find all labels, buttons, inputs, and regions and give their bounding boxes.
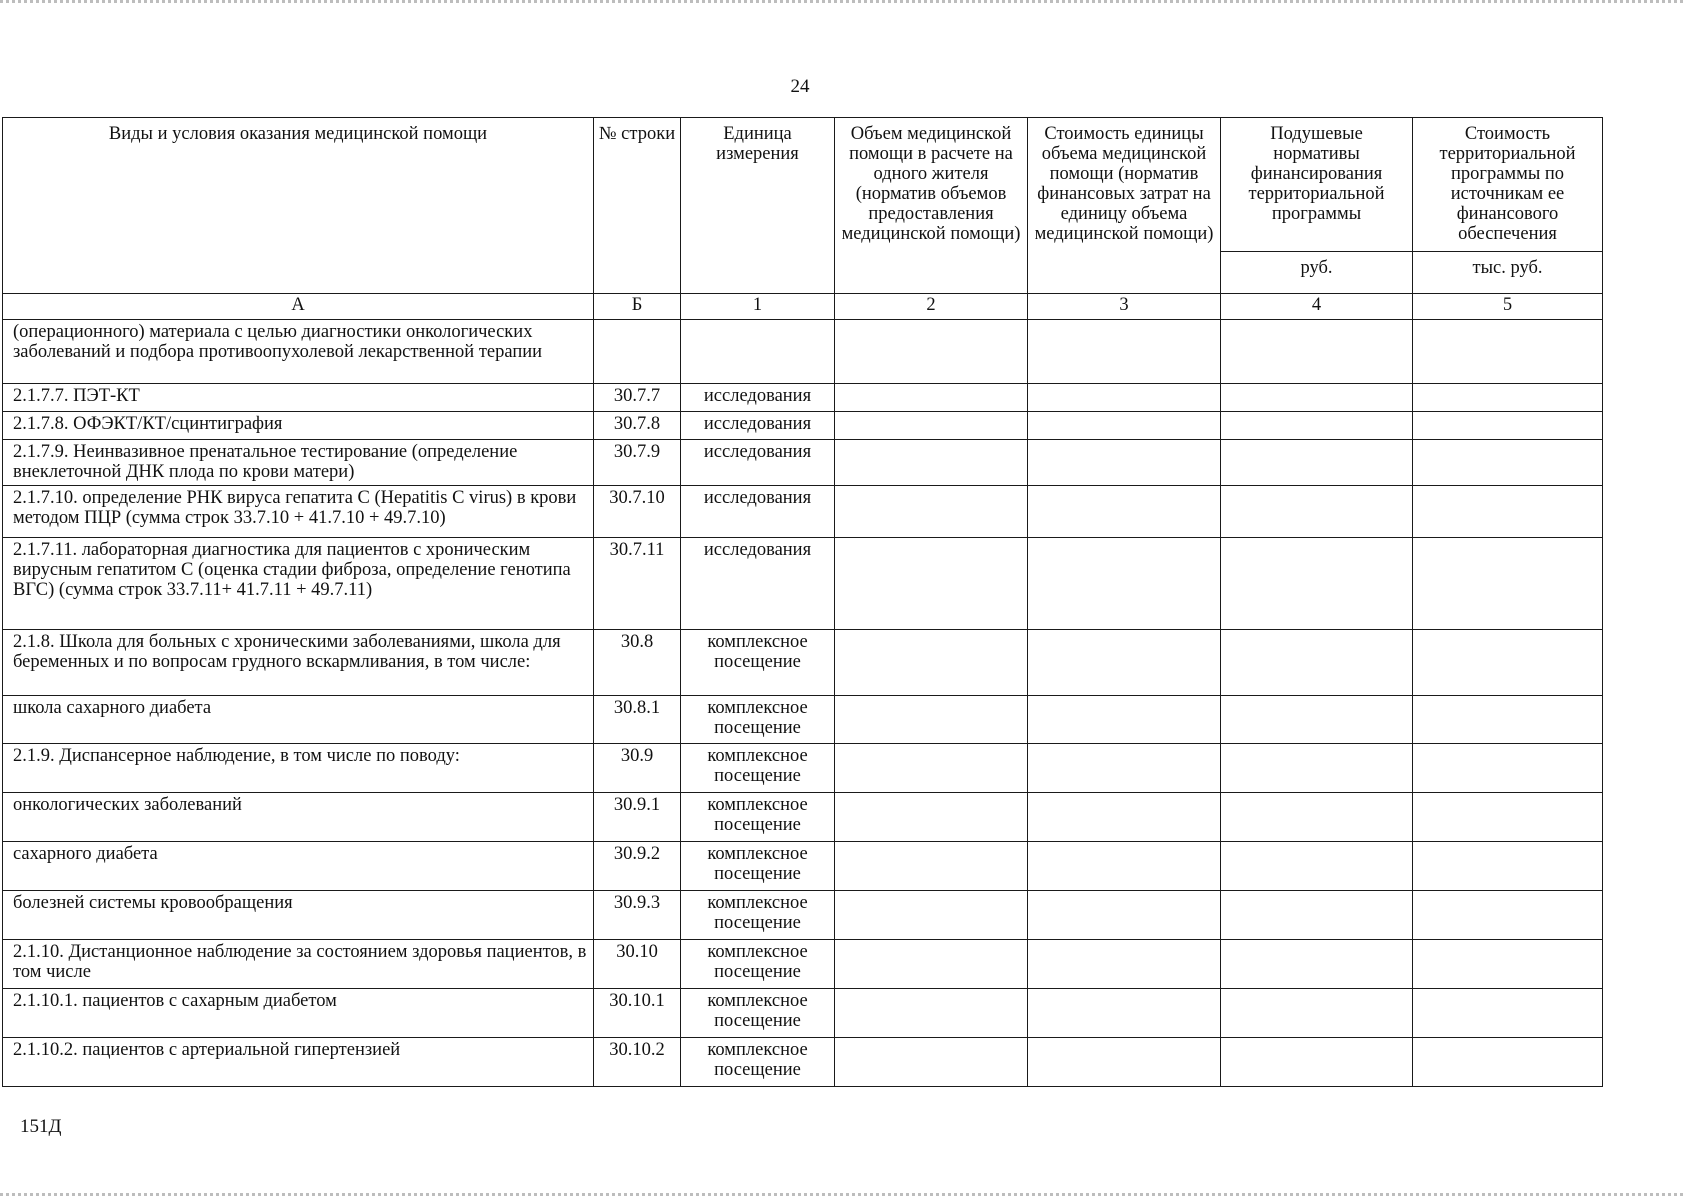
- row-unit: [681, 320, 835, 384]
- per-capita-cell: [1221, 989, 1413, 1038]
- row-unit: исследования: [681, 486, 835, 538]
- per-capita-cell: [1221, 940, 1413, 989]
- column-index-3: 3: [1028, 294, 1221, 320]
- row-name: 2.1.10.2. пациентов с артериальной гипертензией: [3, 1038, 594, 1087]
- volume-cell: [835, 793, 1028, 842]
- header-per-capita-norms: Подушевые нормативы финансирования территориальной программы: [1221, 118, 1413, 252]
- volume-cell: [835, 696, 1028, 744]
- table-row: [3, 1038, 1603, 1087]
- row-name: онкологических заболеваний: [3, 793, 594, 842]
- table-row: [3, 940, 1603, 989]
- cost-cell: [1028, 793, 1221, 842]
- program-cost-cell: [1413, 696, 1603, 744]
- cost-cell: [1028, 384, 1221, 412]
- cost-cell: [1028, 989, 1221, 1038]
- row-name: болезней системы кровообращения: [3, 891, 594, 940]
- row-number: 30.10.2: [594, 1038, 681, 1087]
- medical-care-table: [2, 117, 1603, 1087]
- program-cost-cell: [1413, 940, 1603, 989]
- footer-code: 151Д: [20, 1116, 62, 1137]
- cost-cell: [1028, 440, 1221, 486]
- table-row: [3, 793, 1603, 842]
- program-cost-cell: [1413, 538, 1603, 630]
- column-index-1: 1: [681, 294, 835, 320]
- per-capita-cell: [1221, 538, 1413, 630]
- volume-cell: [835, 630, 1028, 696]
- per-capita-cell: [1221, 696, 1413, 744]
- volume-cell: [835, 744, 1028, 793]
- table-row: [3, 842, 1603, 891]
- row-unit: комплексное посещение: [681, 891, 835, 940]
- table-row: [3, 744, 1603, 793]
- row-number: 30.10.1: [594, 989, 681, 1038]
- volume-cell: [835, 320, 1028, 384]
- scan-edge-bottom: [0, 1193, 1686, 1196]
- table-row: [3, 989, 1603, 1038]
- header-volume-per-resident: Объем медицинской помощи в расчете на одного жителя (норматив объемов предоставления медицинской помощи): [835, 118, 1028, 294]
- cost-cell: [1028, 940, 1221, 989]
- page-number: 24: [790, 76, 810, 97]
- row-name: школа сахарного диабета: [3, 696, 594, 744]
- table-row: [3, 440, 1603, 486]
- header-row: [3, 118, 1603, 252]
- row-number: 30.7.7: [594, 384, 681, 412]
- volume-cell: [835, 989, 1028, 1038]
- volume-cell: [835, 440, 1028, 486]
- row-number: 30.8.1: [594, 696, 681, 744]
- row-name: 2.1.7.10. определение РНК вируса гепатита C (Hepatitis C virus) в крови методом ПЦР (сумма строк 33.7.10 + 41.7.10 + 49.7.10): [3, 486, 594, 538]
- program-cost-cell: [1413, 793, 1603, 842]
- cost-cell: [1028, 1038, 1221, 1087]
- header-row-number: № строки: [594, 118, 681, 294]
- cost-cell: [1028, 412, 1221, 440]
- per-capita-cell: [1221, 412, 1413, 440]
- header-unit: Единица измерения: [681, 118, 835, 294]
- program-cost-cell: [1413, 412, 1603, 440]
- cost-cell: [1028, 630, 1221, 696]
- row-unit: комплексное посещение: [681, 940, 835, 989]
- column-index-4: 4: [1221, 294, 1413, 320]
- row-number: 30.10: [594, 940, 681, 989]
- table-row: [3, 412, 1603, 440]
- row-name: 2.1.7.7. ПЭТ-КТ: [3, 384, 594, 412]
- header-unit-thous-rub: тыс. руб.: [1413, 252, 1603, 294]
- header-unit-rub: руб.: [1221, 252, 1413, 294]
- row-unit: комплексное посещение: [681, 744, 835, 793]
- row-unit: исследования: [681, 412, 835, 440]
- scan-edge-top: [0, 0, 1686, 3]
- program-cost-cell: [1413, 842, 1603, 891]
- table-row: [3, 538, 1603, 630]
- row-unit: комплексное посещение: [681, 630, 835, 696]
- per-capita-cell: [1221, 486, 1413, 538]
- row-unit: комплексное посещение: [681, 989, 835, 1038]
- cost-cell: [1028, 696, 1221, 744]
- per-capita-cell: [1221, 891, 1413, 940]
- cost-cell: [1028, 320, 1221, 384]
- row-unit: комплексное посещение: [681, 793, 835, 842]
- table-row: [3, 320, 1603, 384]
- per-capita-cell: [1221, 1038, 1413, 1087]
- row-name: 2.1.8. Школа для больных с хроническими заболеваниями, школа для беременных и по вопросам грудного вскармливания, в том числе:: [3, 630, 594, 696]
- column-index-a: А: [3, 294, 594, 320]
- row-number: 30.7.8: [594, 412, 681, 440]
- volume-cell: [835, 940, 1028, 989]
- row-number: 30.7.10: [594, 486, 681, 538]
- volume-cell: [835, 486, 1028, 538]
- per-capita-cell: [1221, 440, 1413, 486]
- volume-cell: [835, 891, 1028, 940]
- program-cost-cell: [1413, 989, 1603, 1038]
- volume-cell: [835, 1038, 1028, 1087]
- volume-cell: [835, 538, 1028, 630]
- cost-cell: [1028, 891, 1221, 940]
- table-row: [3, 486, 1603, 538]
- row-unit: комплексное посещение: [681, 696, 835, 744]
- cost-cell: [1028, 744, 1221, 793]
- row-name: 2.1.7.9. Неинвазивное пренатальное тестирование (определение внеклеточной ДНК плода по крови матери): [3, 440, 594, 486]
- volume-cell: [835, 842, 1028, 891]
- row-name: 2.1.10.1. пациентов с сахарным диабетом: [3, 989, 594, 1038]
- table-row: [3, 891, 1603, 940]
- row-number: 30.8: [594, 630, 681, 696]
- column-index-row: [3, 294, 1603, 320]
- header-care-types: Виды и условия оказания медицинской помощи: [3, 118, 594, 294]
- row-unit: исследования: [681, 384, 835, 412]
- header-program-cost: Стоимость территориальной программы по источникам ее финансового обеспечения: [1413, 118, 1603, 252]
- per-capita-cell: [1221, 384, 1413, 412]
- row-number: 30.9.2: [594, 842, 681, 891]
- column-index-2: 2: [835, 294, 1028, 320]
- cost-cell: [1028, 538, 1221, 630]
- program-cost-cell: [1413, 1038, 1603, 1087]
- cost-cell: [1028, 842, 1221, 891]
- per-capita-cell: [1221, 320, 1413, 384]
- program-cost-cell: [1413, 630, 1603, 696]
- row-name: 2.1.7.8. ОФЭКТ/КТ/сцинтиграфия: [3, 412, 594, 440]
- per-capita-cell: [1221, 630, 1413, 696]
- row-number: 30.9.1: [594, 793, 681, 842]
- row-unit: исследования: [681, 440, 835, 486]
- row-number: 30.7.9: [594, 440, 681, 486]
- column-index-b: Б: [594, 294, 681, 320]
- row-name: 2.1.7.11. лабораторная диагностика для пациентов с хроническим вирусным гепатитом C (оценка стадии фиброза, определение генотипа ВГС) (сумма строк 33.7.11+ 41.7.11 + 49.7.11): [3, 538, 594, 630]
- row-number: [594, 320, 681, 384]
- row-name: 2.1.9. Диспансерное наблюдение, в том числе по поводу:: [3, 744, 594, 793]
- row-name: (операционного) материала с целью диагностики онкологических заболеваний и подбора противоопухолевой лекарственной терапии: [3, 320, 594, 384]
- program-cost-cell: [1413, 440, 1603, 486]
- program-cost-cell: [1413, 320, 1603, 384]
- row-unit: комплексное посещение: [681, 842, 835, 891]
- row-unit: комплексное посещение: [681, 1038, 835, 1087]
- program-cost-cell: [1413, 744, 1603, 793]
- per-capita-cell: [1221, 793, 1413, 842]
- program-cost-cell: [1413, 486, 1603, 538]
- row-name: 2.1.10. Дистанционное наблюдение за состоянием здоровья пациентов, в том числе: [3, 940, 594, 989]
- row-number: 30.7.11: [594, 538, 681, 630]
- per-capita-cell: [1221, 744, 1413, 793]
- column-index-5: 5: [1413, 294, 1603, 320]
- row-number: 30.9: [594, 744, 681, 793]
- row-unit: исследования: [681, 538, 835, 630]
- header-unit-cost: Стоимость единицы объема медицинской помощи (норматив финансовых затрат на единицу объема медицинской помощи): [1028, 118, 1221, 294]
- table-row: [3, 384, 1603, 412]
- row-name: сахарного диабета: [3, 842, 594, 891]
- cost-cell: [1028, 486, 1221, 538]
- program-cost-cell: [1413, 891, 1603, 940]
- program-cost-cell: [1413, 384, 1603, 412]
- row-number: 30.9.3: [594, 891, 681, 940]
- table-row: [3, 696, 1603, 744]
- volume-cell: [835, 384, 1028, 412]
- per-capita-cell: [1221, 842, 1413, 891]
- table-row: [3, 630, 1603, 696]
- volume-cell: [835, 412, 1028, 440]
